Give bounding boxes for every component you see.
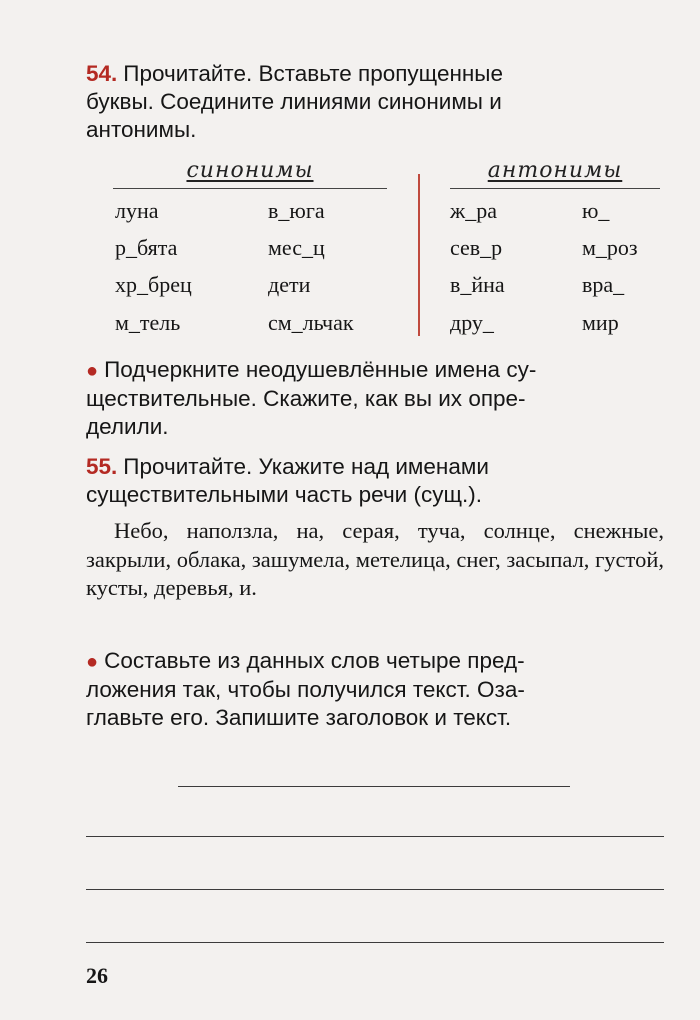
word: в_йна (450, 272, 505, 297)
writing-line-title (178, 786, 570, 787)
page-number: 26 (86, 963, 108, 988)
task-55-number: 55. (86, 454, 118, 479)
word: ж_ра (450, 198, 497, 223)
synonyms-header: синонимы (113, 158, 387, 189)
word: хр_брец (115, 272, 192, 297)
bullet-icon: ● (86, 360, 99, 382)
antonyms-header: антонимы (450, 158, 660, 189)
task-54-bullet: ● Подчеркните неодушевлённые имена су- ществительные. Скажите, как вы их опре- делили. (86, 357, 537, 439)
word: вра_ (582, 272, 625, 297)
word: дети (268, 272, 311, 297)
word: см_льчак (268, 310, 354, 335)
word: м_роз (582, 235, 638, 260)
writing-line (86, 836, 664, 837)
word: ю_ (582, 198, 610, 223)
writing-line (86, 942, 664, 943)
task-54-number: 54. (86, 61, 118, 86)
word: сев_р (450, 235, 503, 260)
word: р_бята (115, 235, 178, 260)
column-divider (418, 174, 420, 336)
task-55-bullet: ● Составьте из данных слов четыре пред- ложения так, чтобы получился текст. Оза- главьте его. Запишите заголовок и текст. (86, 648, 525, 730)
writing-line (86, 889, 664, 890)
task-55-word-list: Небо, наползла, на, серая, туча, солнце, снежные, закрыли, облака, зашумела, метелица, снег, засыпал, густой, кусты, деревья, и. (86, 518, 664, 600)
word: мес_ц (268, 235, 325, 260)
bullet-icon: ● (86, 651, 99, 673)
word: м_тель (115, 310, 181, 335)
task-54-instruction: 54. Прочитайте. Вставьте пропущенные буквы. Соедините линиями синонимы и антонимы. (86, 61, 503, 142)
word: луна (115, 198, 159, 223)
task-55-instruction: 55. Прочитайте. Укажите над именами существительными часть речи (сущ.). (86, 454, 489, 507)
word: в_юга (268, 198, 325, 223)
word: мир (582, 310, 619, 335)
word: дру_ (450, 310, 494, 335)
